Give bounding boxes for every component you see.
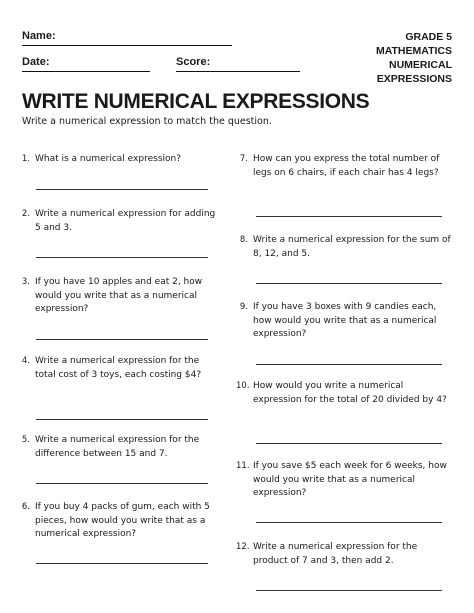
question-2 bbox=[18, 208, 218, 235]
date-line[interactable] bbox=[22, 71, 150, 72]
question-1 bbox=[18, 153, 218, 167]
question-12 bbox=[236, 541, 452, 568]
question-number: 7. bbox=[239, 154, 248, 164]
date-label: Date: bbox=[22, 56, 50, 68]
question-number: 12. bbox=[236, 542, 250, 552]
tag-topic-1: NUMERICAL bbox=[389, 59, 452, 71]
question-7 bbox=[236, 153, 452, 180]
question-3 bbox=[18, 276, 218, 317]
question-text: If you save $5 each week for 6 weeks, how would you write that as a numerical expression? bbox=[253, 461, 447, 498]
tag-subject: MATHEMATICS bbox=[375, 45, 452, 57]
question-8 bbox=[236, 234, 452, 261]
answer-line-6[interactable] bbox=[36, 563, 208, 564]
name-line[interactable] bbox=[22, 45, 232, 46]
question-text: How can you express the total number of legs on 6 chairs, if each chair has 4 legs? bbox=[253, 154, 440, 178]
question-number: 1. bbox=[21, 154, 30, 164]
question-number: 2. bbox=[21, 209, 30, 219]
answer-line-4[interactable] bbox=[36, 419, 208, 420]
question-text: Write a numerical expression for the sum of 8, 12, and 5. bbox=[253, 235, 451, 259]
name-label: Name: bbox=[22, 30, 56, 42]
question-10 bbox=[236, 380, 452, 407]
question-6 bbox=[18, 501, 218, 542]
tag-topic-2: EXPRESSIONS bbox=[376, 73, 452, 85]
answer-line-3[interactable] bbox=[36, 339, 208, 340]
question-5 bbox=[18, 434, 218, 461]
question-text: Write a numerical expression for the product of 7 and 3, then add 2. bbox=[253, 542, 418, 566]
tag-grade: GRADE 5 bbox=[405, 31, 452, 43]
question-number: 10. bbox=[236, 381, 250, 391]
question-number: 9. bbox=[239, 302, 248, 312]
question-number: 4. bbox=[21, 356, 30, 366]
score-line[interactable] bbox=[176, 71, 300, 72]
question-11 bbox=[236, 460, 452, 501]
question-text: If you have 10 apples and eat 2, how would you write that as a numerical expression? bbox=[35, 277, 203, 314]
question-number: 11. bbox=[236, 461, 250, 471]
question-text: Write a numerical expression for the total cost of 3 toys, each costing $4? bbox=[35, 356, 202, 380]
question-text: Write a numerical expression for adding 5 and 3. bbox=[35, 209, 216, 233]
answer-line-12[interactable] bbox=[256, 590, 442, 591]
question-number: 8. bbox=[239, 235, 248, 245]
answer-line-2[interactable] bbox=[36, 257, 208, 258]
score-label: Score: bbox=[176, 56, 211, 68]
question-text: How would you write a numerical expression for the total of 20 divided by 4? bbox=[253, 381, 447, 405]
answer-line-8[interactable] bbox=[256, 283, 442, 284]
question-number: 6. bbox=[21, 502, 30, 512]
question-9 bbox=[236, 301, 452, 342]
answer-line-5[interactable] bbox=[36, 483, 208, 484]
question-text: What is a numerical expression? bbox=[35, 154, 181, 164]
worksheet-title: WRITE NUMERICAL EXPRESSIONS bbox=[22, 90, 370, 113]
answer-line-7[interactable] bbox=[256, 216, 442, 217]
question-4 bbox=[18, 355, 218, 382]
question-text: If you have 3 boxes with 9 candies each, how would you write that as a numerical expression? bbox=[253, 302, 437, 339]
answer-line-9[interactable] bbox=[256, 364, 442, 365]
worksheet-instructions: Write a numerical expression to match the question. bbox=[22, 116, 272, 127]
question-text: If you buy 4 packs of gum, each with 5 pieces, how would you write that as a numerical expression? bbox=[35, 502, 210, 539]
question-number: 3. bbox=[21, 277, 30, 287]
question-number: 5. bbox=[21, 435, 30, 445]
answer-line-10[interactable] bbox=[256, 443, 442, 444]
answer-line-11[interactable] bbox=[256, 522, 442, 523]
answer-line-1[interactable] bbox=[36, 189, 208, 190]
worksheet-tag bbox=[376, 30, 452, 86]
question-text: Write a numerical expression for the difference between 15 and 7. bbox=[35, 435, 200, 459]
